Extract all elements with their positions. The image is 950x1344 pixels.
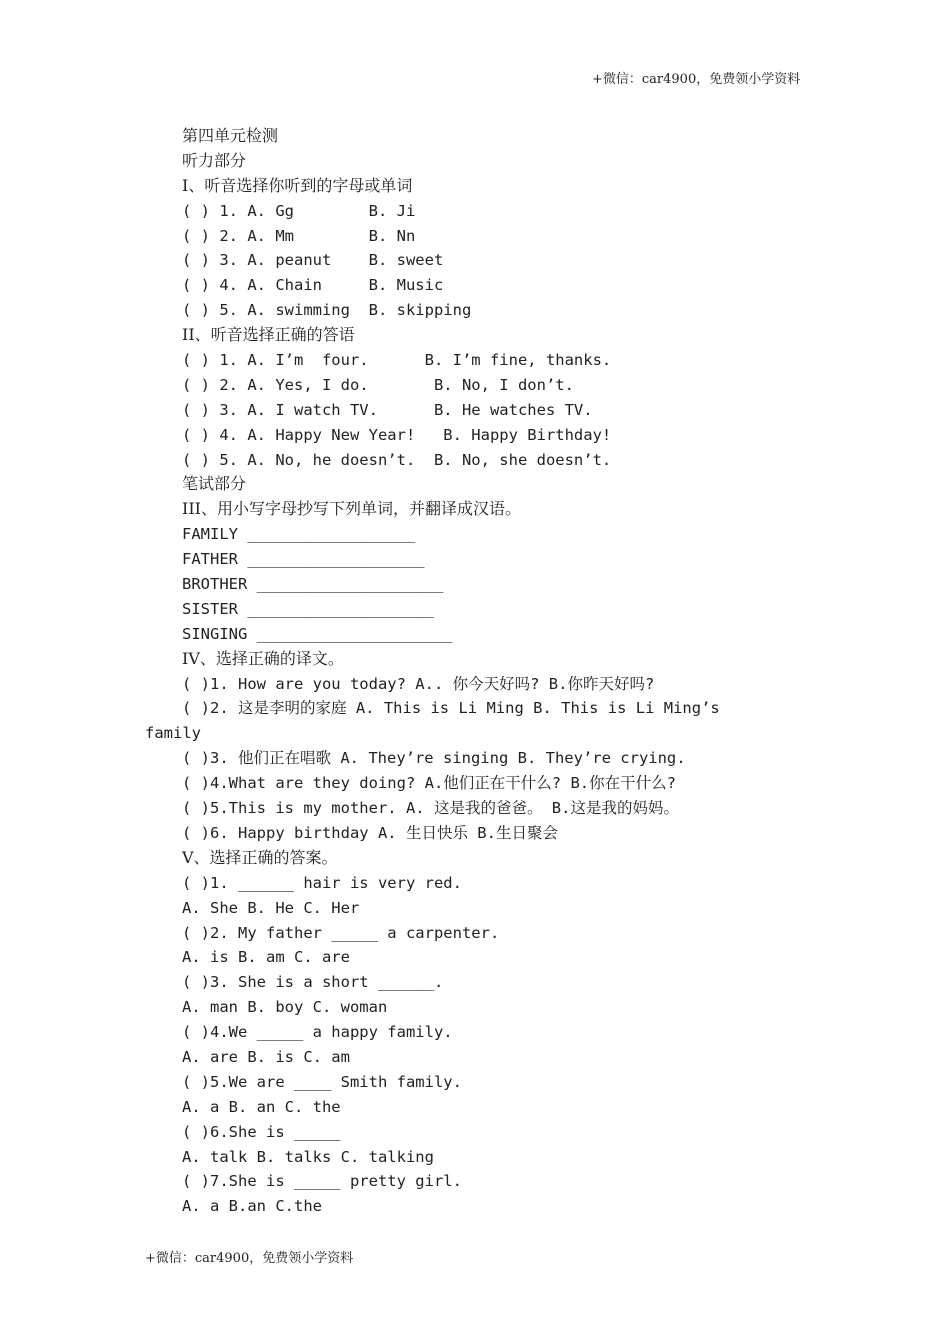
worksheet-line: 听力部分 — [182, 150, 247, 170]
worksheet-line: ( ) 2. A. Yes, I do. B. No, I don’t. — [182, 375, 574, 394]
worksheet-line: ( )2. My father _____ a carpenter. — [182, 923, 500, 942]
worksheet-line: A. are B. is C. am — [182, 1047, 350, 1066]
worksheet-line: A. a B. an C. the — [182, 1097, 341, 1116]
worksheet-line: ( )4.We _____ a happy family. — [182, 1023, 453, 1042]
worksheet-line: ( )2. 这是李明的家庭 A. This is Li Ming B. This is Li Ming’s — [182, 699, 720, 718]
worksheet-line: A. is B. am C. are — [182, 948, 350, 967]
worksheet-line: ( ) 1. A. I’m four. B. I’m fine, thanks. — [182, 351, 612, 370]
worksheet-line: ( )1. ______ hair is very red. — [182, 873, 462, 892]
worksheet-line: ( ) 4. A. Chain B. Music — [182, 276, 444, 295]
worksheet-line: ( ) 1. A. Gg B. Ji — [182, 201, 416, 220]
worksheet-line: ( )5.We are ____ Smith family. — [182, 1072, 462, 1091]
worksheet-line: ( )5.This is my mother. A. 这是我的爸爸。 B.这是我的妈妈。 — [182, 799, 679, 818]
worksheet-line: II、听音选择正确的答语 — [182, 325, 355, 345]
worksheet-body — [145, 124, 805, 1219]
worksheet-line: ( )1. How are you today? A.. 你今天好吗? B.你昨天好吗? — [182, 674, 655, 693]
worksheet-line: FATHER ___________________ — [182, 550, 425, 569]
worksheet-line: 第四单元检测 — [182, 126, 279, 145]
worksheet-line: SISTER ____________________ — [182, 599, 434, 618]
worksheet-line: ( )3. She is a short ______. — [182, 973, 444, 992]
header-note: +微信：car4900，免费领小学资料 — [592, 72, 801, 87]
worksheet-line: A. She B. He C. Her — [182, 898, 360, 917]
worksheet-line: family — [145, 724, 201, 743]
worksheet-line: FAMILY __________________ — [182, 525, 416, 544]
footer-note: +微信：car4900，免费领小学资料 — [145, 1251, 354, 1266]
worksheet-line: A. man B. boy C. woman — [182, 998, 388, 1017]
worksheet-line: ( )7.She is _____ pretty girl. — [182, 1172, 462, 1191]
worksheet-line: ( )6. Happy birthday A. 生日快乐 B.生日聚会 — [182, 823, 558, 842]
worksheet-line: ( ) 3. A. peanut B. sweet — [182, 251, 444, 270]
worksheet-line: ( ) 3. A. I watch TV. B. He watches TV. — [182, 400, 593, 419]
worksheet-line: I、听音选择你听到的字母或单词 — [182, 175, 413, 195]
worksheet-line: 笔试部分 — [182, 474, 247, 494]
worksheet-line: BROTHER ____________________ — [182, 575, 444, 594]
worksheet-line: III、用小写字母抄写下列单词，并翻译成汉语。 — [182, 499, 521, 519]
worksheet-line: SINGING _____________________ — [182, 624, 453, 643]
worksheet-line: A. talk B. talks C. talking — [182, 1147, 434, 1166]
worksheet-line: ( ) 2. A. Mm B. Nn — [182, 226, 416, 245]
worksheet-line: ( )3. 他们正在唱歌 A. They’re singing B. They’re crying. — [182, 749, 686, 768]
worksheet-line: A. a B.an C.the — [182, 1197, 322, 1216]
worksheet-line: ( ) 5. A. No, he doesn’t. B. No, she doesn’t. — [182, 450, 612, 469]
worksheet-line: ( ) 5. A. swimming B. skipping — [182, 301, 472, 320]
worksheet-line: IV、选择正确的译文。 — [182, 648, 344, 668]
worksheet-line: ( )6.She is _____ — [182, 1122, 341, 1141]
worksheet-line: V、选择正确的答案。 — [182, 847, 338, 867]
worksheet-line: ( ) 4. A. Happy New Year! B. Happy Birthday! — [182, 425, 612, 444]
worksheet-line: ( )4.What are they doing? A.他们正在干什么? B.你在干什么? — [182, 774, 676, 793]
